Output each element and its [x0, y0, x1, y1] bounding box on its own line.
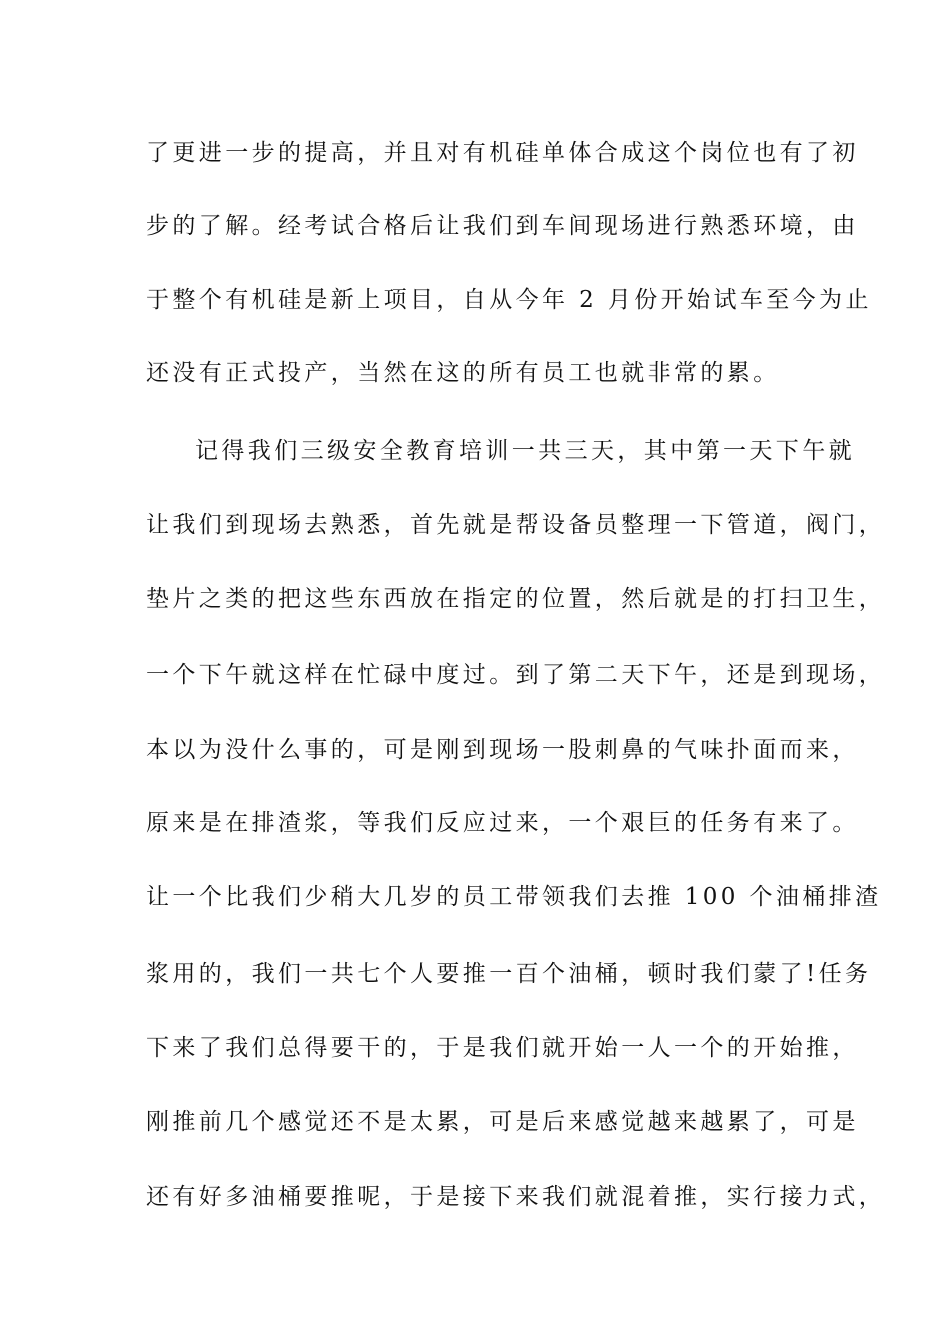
text-line: 了更进一步的提高，并且对有机硅单体合成这个岗位也有了初	[146, 140, 859, 166]
text-line: 让一个比我们少稍大几岁的员工带领我们去推 100 个油桶排渣	[146, 884, 882, 910]
text-line: 还有好多油桶要推呢，于是接下来我们就混着推，实行接力式，	[146, 1184, 886, 1210]
paragraph-first-line: 记得我们三级安全教育培训一共三天，其中第一天下午就	[195, 438, 855, 464]
text-line: 原来是在排渣浆，等我们反应过来，一个艰巨的任务有来了。	[146, 810, 859, 836]
text-line: 让我们到现场去熟悉，首先就是帮设备员整理一下管道，阀门，	[146, 512, 886, 538]
text-line: 下来了我们总得要干的，于是我们就开始一人一个的开始推，	[146, 1035, 859, 1061]
text-line: 还没有正式投产，当然在这的所有员工也就非常的累。	[146, 360, 780, 386]
text-line: 刚推前几个感觉还不是太累，可是后来感觉越来越累了，可是	[146, 1109, 859, 1135]
text-line: 本以为没什么事的，可是刚到现场一股刺鼻的气味扑面而来，	[146, 737, 859, 763]
text-line: 垫片之类的把这些东西放在指定的位置，然后就是的打扫卫生，	[146, 586, 886, 612]
text-line: 步的了解。经考试合格后让我们到车间现场进行熟悉环境，由	[146, 213, 859, 239]
text-line: 于整个有机硅是新上项目，自从今年 2 月份开始试车至今为止	[146, 287, 872, 313]
text-line: 浆用的，我们一共七个人要推一百个油桶，顿时我们蒙了!任务	[146, 961, 872, 987]
text-line: 一个下午就这样在忙碌中度过。到了第二天下午，还是到现场，	[146, 662, 886, 688]
